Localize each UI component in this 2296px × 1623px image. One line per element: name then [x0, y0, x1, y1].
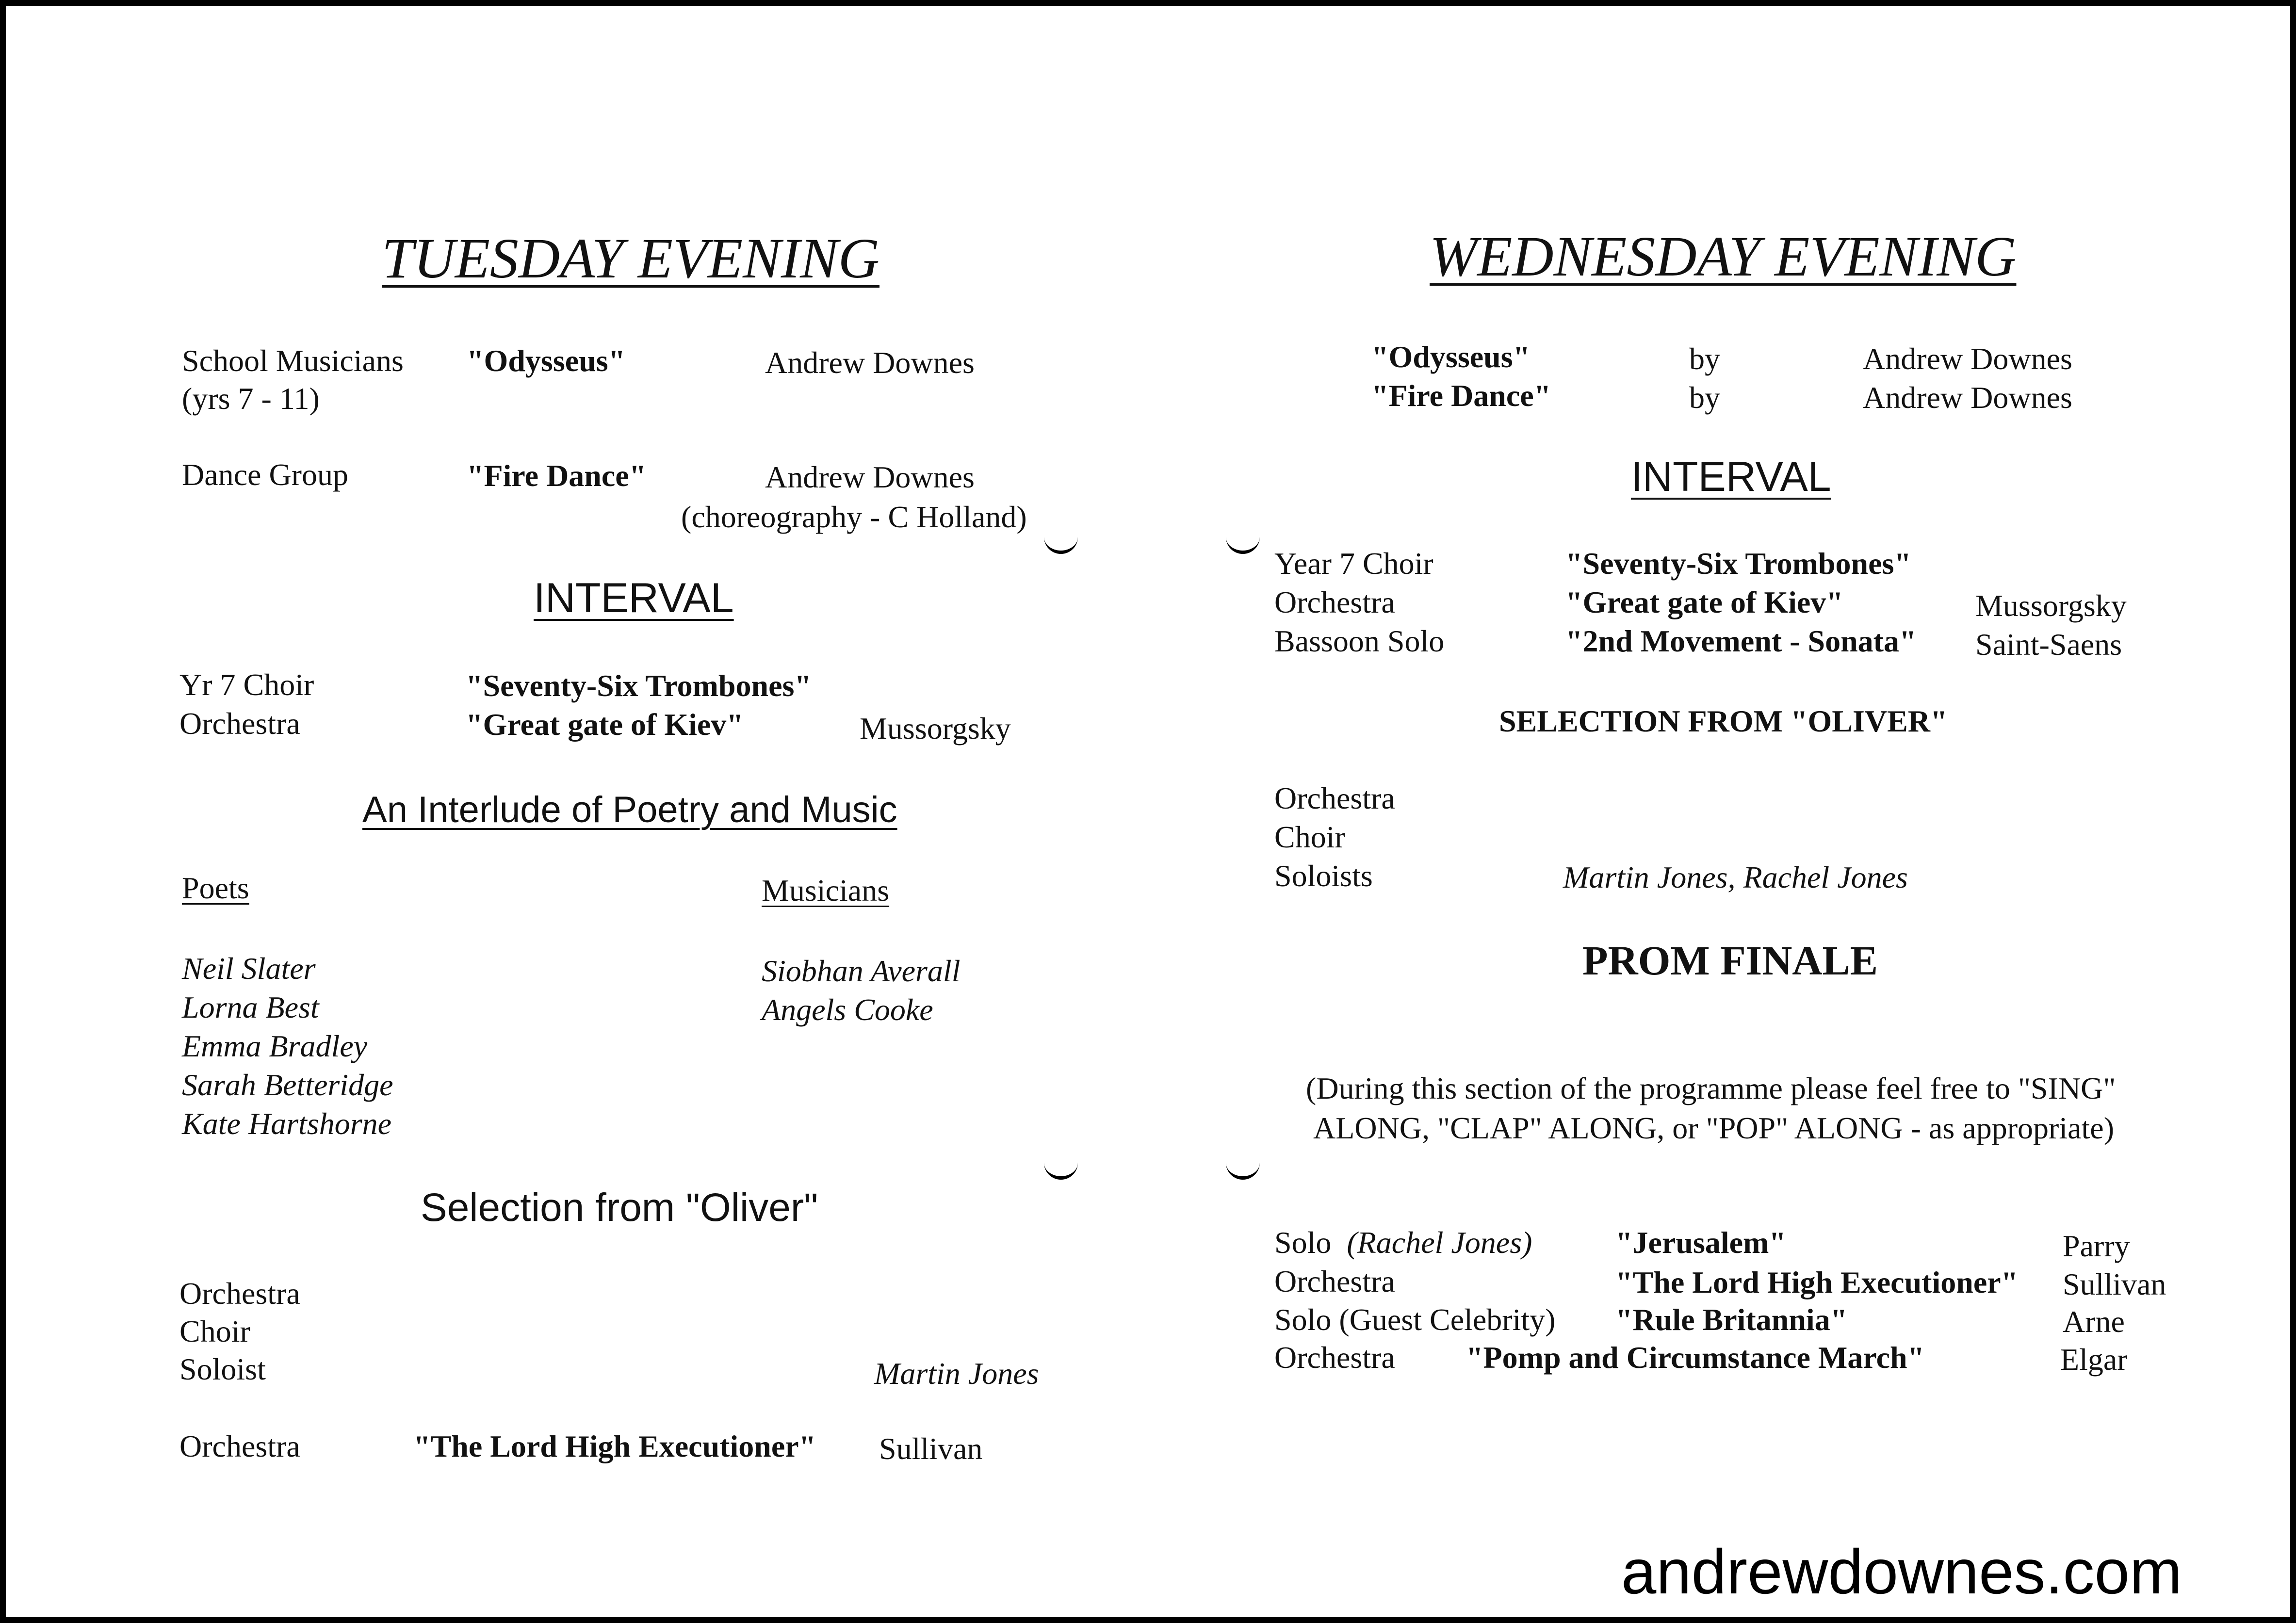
wed-oliver-group: Choir	[1274, 820, 1345, 854]
wed-piece: "Great gate of Kiev"	[1565, 585, 1843, 619]
wed-performer: Orchestra	[1274, 585, 1395, 619]
wed-piece: "Seventy-Six Trombones"	[1565, 546, 1911, 581]
prom-finale-heading: PROM FINALE	[1582, 937, 1878, 984]
wednesday-title: WEDNESDAY EVENING	[1430, 225, 2017, 288]
binder-hole-mark	[1226, 1160, 1260, 1180]
tue-row2-composer: Andrew Downes	[765, 460, 975, 494]
wed-oliver-group: Orchestra	[1274, 781, 1395, 815]
tue-row4-piece: "Great gate of Kiev"	[466, 707, 744, 742]
tue-oliver-group: Choir	[179, 1314, 250, 1348]
musician-name: Siobhan Averall	[762, 954, 961, 988]
wed-opening-composer: Andrew Downes	[1863, 341, 2072, 376]
finale-performer: Orchestra	[1274, 1264, 1395, 1298]
tue-row2-performer: Dance Group	[182, 457, 348, 492]
finale-piece: "Pomp and Circumstance March"	[1466, 1340, 1925, 1375]
interlude-heading: An Interlude of Poetry and Music	[362, 789, 897, 830]
poet-name: Lorna Best	[182, 990, 319, 1024]
wed-composer: Mussorgsky	[1975, 588, 2127, 623]
wed-oliver-heading: SELECTION FROM "OLIVER"	[1499, 704, 1948, 738]
tue-row1-performer-sub: (yrs 7 - 11)	[182, 381, 320, 416]
finale-performer: Orchestra	[1274, 1340, 1395, 1375]
tue-oliver-soloist: Martin Jones	[874, 1356, 1039, 1391]
finale-performer: Solo (Guest Celebrity)	[1274, 1302, 1556, 1337]
finale-performer-name: (Rachel Jones)	[1347, 1225, 1532, 1260]
musicians-heading: Musicians	[762, 873, 890, 908]
finale-piece: "The Lord High Executioner"	[1615, 1265, 2019, 1299]
wed-opening-by: by	[1689, 341, 1720, 376]
tue-interval-heading: INTERVAL	[534, 575, 734, 621]
wed-opening-composer: Andrew Downes	[1863, 380, 2072, 415]
wed-performer: Year 7 Choir	[1274, 546, 1433, 581]
wed-composer: Saint-Saens	[1975, 627, 2122, 662]
tue-row5-piece: "The Lord High Executioner"	[413, 1429, 816, 1463]
poet-name: Emma Bradley	[182, 1029, 368, 1063]
tue-row4-composer: Mussorgsky	[860, 711, 1011, 746]
poets-heading: Poets	[182, 871, 249, 905]
tue-oliver-group: Orchestra	[179, 1276, 300, 1311]
finale-composer: Sullivan	[2063, 1267, 2166, 1301]
finale-composer: Arne	[2063, 1304, 2125, 1339]
finale-composer: Elgar	[2060, 1342, 2128, 1377]
finale-piece: "Jerusalem"	[1615, 1225, 1786, 1260]
finale-composer: Parry	[2063, 1229, 2130, 1263]
finale-performer: Solo (Rachel Jones)	[1274, 1225, 1532, 1260]
poet-name: Kate Hartshorne	[182, 1106, 391, 1141]
tue-row2-note: (choreography - C Holland)	[681, 500, 1027, 534]
wed-piece: "2nd Movement - Sonata"	[1565, 624, 1917, 658]
binder-hole-mark	[1044, 1160, 1078, 1180]
tue-row5-performer: Orchestra	[179, 1429, 300, 1463]
wed-interval-heading: INTERVAL	[1631, 454, 1831, 500]
poet-name: Neil Slater	[182, 951, 316, 986]
website-watermark: andrewdownes.com	[1621, 1536, 2182, 1607]
wed-opening-by: by	[1689, 380, 1720, 415]
wed-oliver-soloists: Martin Jones, Rachel Jones	[1563, 860, 1908, 894]
finale-piece: "Rule Britannia"	[1615, 1302, 1848, 1337]
finale-note-line: ALONG, "CLAP" ALONG, or "POP" ALONG - as appropriate)	[1313, 1111, 2114, 1145]
tue-row1-composer: Andrew Downes	[765, 345, 975, 380]
finale-note-line: (During this section of the programme please feel free to "SING"	[1306, 1071, 2116, 1105]
tue-row3-piece: "Seventy-Six Trombones"	[466, 668, 812, 703]
wed-oliver-group: Soloists	[1274, 859, 1373, 893]
tue-row4-performer: Orchestra	[179, 706, 300, 741]
tue-oliver-heading: Selection from "Oliver"	[421, 1185, 818, 1230]
wed-opening-piece: "Odysseus"	[1371, 340, 1531, 374]
tue-row5-composer: Sullivan	[879, 1431, 983, 1466]
poet-name: Sarah Betteridge	[182, 1068, 393, 1102]
wed-opening-piece: "Fire Dance"	[1371, 378, 1551, 413]
wed-performer: Bassoon Solo	[1274, 624, 1445, 658]
tue-row3-performer: Yr 7 Choir	[179, 667, 314, 702]
tue-oliver-group: Soloist	[179, 1352, 266, 1386]
musician-name: Angels Cooke	[762, 992, 933, 1027]
tue-row1-piece: "Odysseus"	[467, 343, 626, 378]
tue-row2-piece: "Fire Dance"	[467, 458, 647, 493]
binder-hole-mark	[1044, 535, 1078, 554]
binder-hole-mark	[1226, 535, 1260, 554]
tue-row1-performer: School Musicians	[182, 343, 404, 378]
tuesday-title: TUESDAY EVENING	[382, 227, 879, 290]
